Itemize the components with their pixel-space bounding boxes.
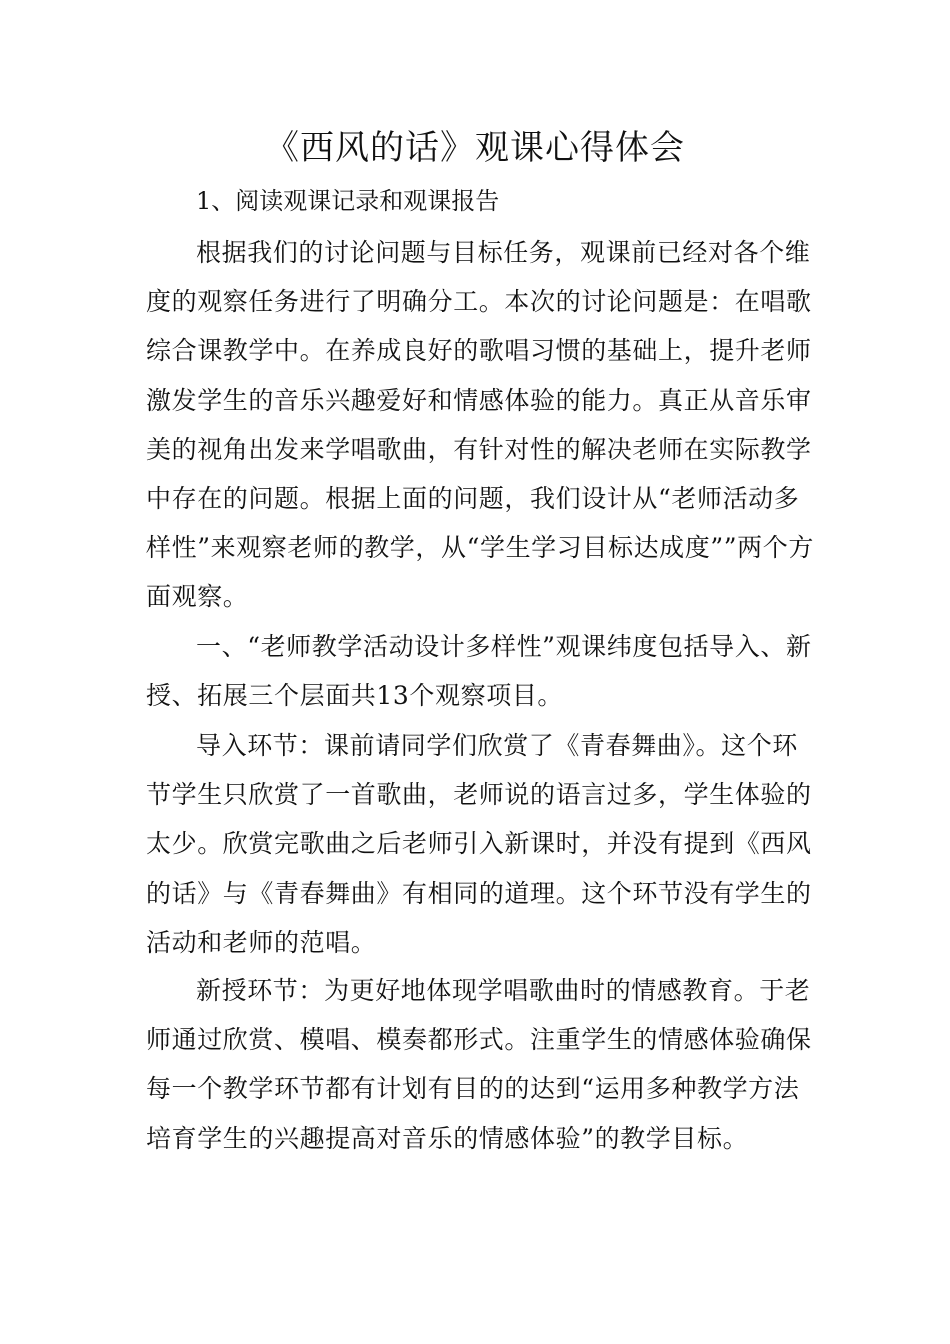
paragraph-new-lesson-stage: 新授环节：为更好地体现学唱歌曲时的情感教育。于老师通过欣赏、模唱、模奏都形式。注重学生的情感体验确保每一个教学环节都有计划有目的的达到“运用多种教学方法培育学生的兴趣提高对音乐的情感体验”的教学目标。 (146, 976, 812, 1153)
paragraph-overview: 根据我们的讨论问题与目标任务，观课前已经对各个维度的观察任务进行了明确分工。本次的讨论问题是：在唱歌综合课教学中。在养成良好的歌唱习惯的基础上，提升老师激发学生的音乐兴趣爱好和情感体验的能力。真正从音乐审美的视角出发来学唱歌曲，有针对性的解决老师在实际教学中存在的问题。根据上面的问题，我们设计从“老师活动多样性”来观察老师的教学，从“学生学习目标达成度””两个方面观察。 (146, 238, 814, 612)
section-heading: 1、阅读观课记录和观课报告 (196, 187, 500, 215)
paragraph-intro-stage: 导入环节：课前请同学们欣赏了《青春舞曲》。这个环节学生只欣赏了一首歌曲，老师说的语言过多，学生体验的太少。欣赏完歌曲之后老师引入新课时，并没有提到《西风的话》与《青春舞曲》有相同的道理。这个环节没有学生的活动和老师的范唱。 (146, 731, 812, 957)
paragraph-dimension: 一、“老师教学活动设计多样性”观课纬度包括导入、新授、拓展三个层面共13个观察项目。 (146, 632, 812, 711)
document-title: 《西风的话》观课心得体会 (265, 128, 685, 168)
